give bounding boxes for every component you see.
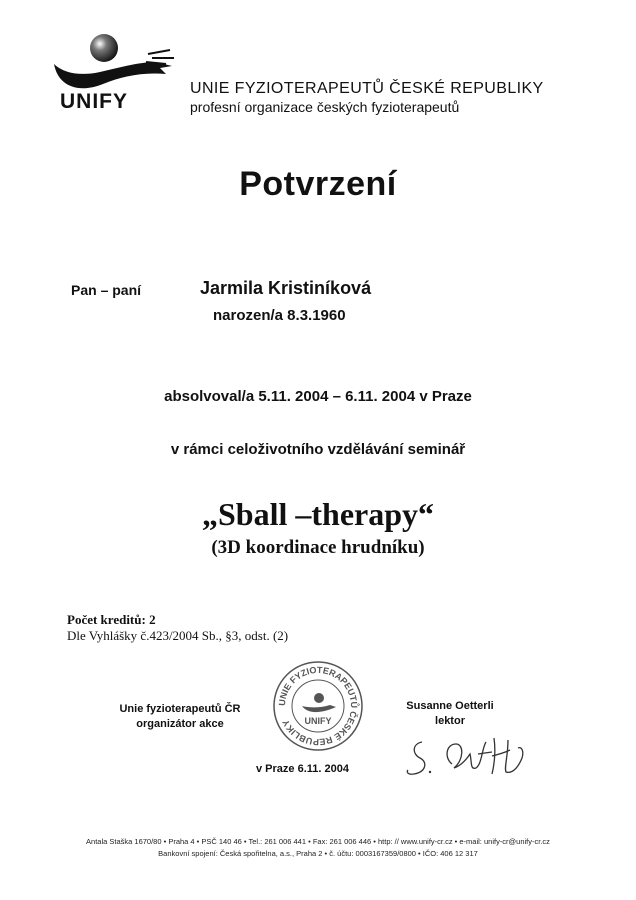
stamp-ring-text: UNIE FYZIOTERAPEUTŮ ČESKÉ REPUBLIKY bbox=[276, 664, 360, 748]
salutation: Pan – paní bbox=[71, 282, 142, 298]
attendance-line: absolvoval/a 5.11. 2004 – 6.11. 2004 v Praze bbox=[164, 388, 472, 405]
logo-swoosh bbox=[54, 62, 172, 88]
svg-text:UNIE FYZIOTERAPEUTŮ ČESKÉ REPU bbox=[277, 665, 360, 747]
person-name: Jarmila Kristiníková bbox=[200, 278, 372, 298]
lecturer-signature bbox=[400, 728, 540, 788]
credits-count: Počet kreditů: 2 bbox=[67, 612, 156, 627]
lecturer-name: Susanne Oetterli bbox=[406, 700, 494, 712]
lecturer-role: lektor bbox=[435, 715, 465, 727]
birth-date: narozen/a 8.3.1960 bbox=[213, 307, 346, 324]
official-stamp bbox=[272, 660, 364, 752]
footer-address: Antala Staška 1670/80 • Praha 4 • PSČ 140 46 • Tel.: 261 006 441 • Fax: 261 006 446 • http: // www.unify-cr.cz • e-mail: unify-cr@unify-cr.cz bbox=[86, 837, 550, 846]
logo-text: UNIFY bbox=[60, 90, 128, 113]
org-name: UNIE FYZIOTERAPEUTŮ ČESKÉ REPUBLIKY bbox=[190, 80, 544, 97]
unify-logo bbox=[48, 28, 178, 118]
organizer-role: organizátor akce bbox=[136, 718, 224, 730]
education-context: v rámci celoživotního vzdělávání seminář bbox=[170, 441, 466, 458]
credits-regulation: Dle Vyhlášky č.423/2004 Sb., §3, odst. (2) bbox=[67, 628, 289, 643]
seminar-subtitle: (3D koordinace hrudníku) bbox=[211, 537, 425, 558]
place-date: v Praze 6.11. 2004 bbox=[256, 763, 349, 775]
page-title: Potvrzení bbox=[239, 165, 397, 203]
logo-ball bbox=[90, 34, 118, 62]
footer-bank: Bankovní spojení: Česká spořitelna, a.s., Praha 2 • č. účtu: 0003167359/0800 • IČO: 406 12 317 bbox=[158, 849, 478, 858]
stamp-center-text: UNIFY bbox=[304, 716, 332, 726]
seminar-name: „Sball –therapy“ bbox=[201, 496, 435, 532]
stamp-graphic bbox=[272, 660, 364, 752]
signature-graphic bbox=[400, 728, 540, 788]
organizer-name: Unie fyzioterapeutů ČR bbox=[119, 703, 241, 715]
org-subtitle: profesní organizace českých fyzioterapeutů bbox=[190, 99, 460, 115]
